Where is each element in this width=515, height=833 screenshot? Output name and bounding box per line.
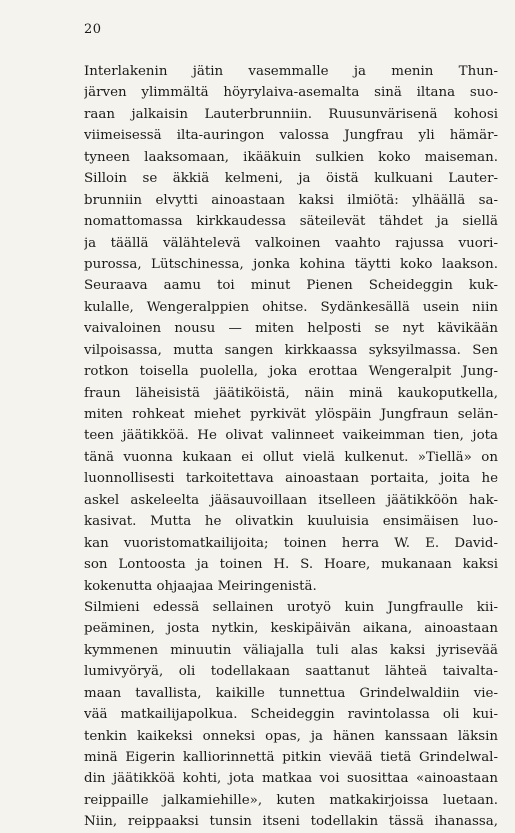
- text-line: maan tavallista, kaikille tunnettua Grindelwaldiin vie-: [84, 685, 498, 701]
- text-line: luonnollisesti tarkoitettava ainoastaan portaita, joita he: [84, 471, 498, 487]
- text-line: purossa, Lütschinessa, jonka kohina täytti koko laakson.: [84, 256, 498, 272]
- text-line: rotkon toisella puolella, joka erottaa Wengeralpit Jung-: [84, 364, 498, 380]
- text-line: brunniin elvytti ainoastaan kaksi ilmiötä: ylhäällä sa-: [84, 192, 498, 208]
- text-line: kokenutta ohjaajaa Meiringenistä.: [84, 578, 317, 594]
- text-line: kasivat. Mutta he olivatkin kuuluisia ensimäisen luo-: [84, 514, 498, 530]
- text-line: kulalle, Wengeralppien ohitse. Sydänkesällä usein niin: [84, 299, 498, 315]
- text-line: lumivyöryä, oli todellakaan saattanut lähteä taivalta-: [84, 664, 498, 680]
- text-line: peäminen, josta nytkin, keskipäivän aikana, ainoastaan: [84, 621, 498, 637]
- text-line: nomattomassa kirkkaudessa säteilevät tähdet ja siellä: [84, 214, 498, 230]
- text-line: ja täällä välähtelevä valkoinen vaahto rajussa vuori-: [84, 235, 498, 251]
- text-line: vaivaloinen nousu — miten helposti se nyt kävikään: [84, 321, 498, 337]
- text-line: järven ylimmältä höyrylaiva-asemalta sinä iltana suo-: [84, 85, 498, 101]
- text-line: tänä vuonna kukaan ei ollut vielä kulkenut. »Tiellä» on: [84, 449, 498, 465]
- text-line: reippaille jalkamiehille», kuten matkakirjoissa luetaan.: [84, 792, 498, 808]
- text-line: tyneen laaksomaan, ikääkuin sulkien koko maiseman.: [84, 149, 498, 165]
- text-line: vilpoisassa, mutta sangen kirkkaassa syksyilmassa. Sen: [84, 342, 498, 358]
- text-line: teen jäätikköä. He olivat valinneet vaikeimman tien, jota: [84, 428, 498, 444]
- body-text: [84, 61, 498, 833]
- text-line: fraun läheisistä jäätiköistä, näin minä kaukoputkella,: [84, 385, 498, 401]
- text-line: tenkin kaikeksi onneksi opas, ja hänen kanssaan läksin: [84, 728, 498, 744]
- text-line: Seuraava aamu toi minut Pienen Scheideggin kuk-: [84, 278, 498, 294]
- text-line: askel askeleelta jääsauvoillaan itselleen jäätikköön hak-: [84, 492, 498, 508]
- page-number: 20: [84, 22, 102, 37]
- text-line: minä Eigerin kalliorinnettä pitkin vievää tietä Grindelwal-: [84, 750, 498, 765]
- text-line: Silmieni edessä sellainen urotyö kuin Jungfraulle kii-: [84, 599, 498, 615]
- text-line: miten rohkeat miehet pyrkivät ylöspäin Jungfraun selän-: [84, 407, 498, 422]
- text-line: din jäätikköä kohti, jota matkaa voi suosittaa «ainoastaan: [84, 771, 498, 787]
- text-line: viimeisessä ilta-auringon valossa Jungfrau yli hämär-: [84, 128, 498, 144]
- text-line: Interlakenin jätin vasemmalle ja menin Thun-: [84, 64, 498, 79]
- text-line: vää matkailijapolkua. Scheideggin ravintolassa oli kui-: [84, 707, 498, 723]
- text-line: Niin, reippaaksi tunsin itseni todellakin tässä ihanassa,: [84, 814, 498, 830]
- text-line: son Lontoosta ja toinen H. S. Hoare, mukanaan kaksi: [84, 557, 498, 573]
- text-line: Silloin se äkkiä kelmeni, ja öistä kulkuani Lauter-: [84, 171, 498, 187]
- text-line: kymmenen minuutin väliajalla tuli alas kaksi jyrisevää: [84, 642, 498, 658]
- text-line: kan vuoristomatkailijoita; toinen herra W. E. David-: [84, 535, 498, 551]
- text-line: raan jalkaisin Lauterbrunniin. Ruusunvärisenä kohosi: [84, 106, 498, 122]
